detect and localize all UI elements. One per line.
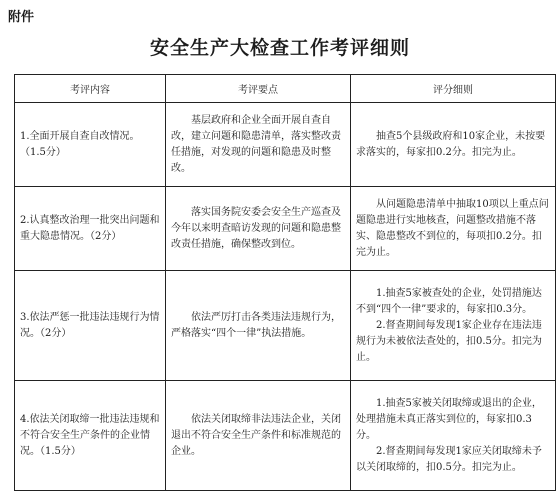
row-scoring-text: 1.抽查5家被关闭取缔或退出的企业，处理措施未真正落实到位的，每家扣0.3分。: [356, 397, 542, 441]
table-header-row: [15, 75, 556, 103]
table-row: [15, 187, 556, 271]
row-points-cell: [166, 103, 351, 187]
row-points-cell: [166, 187, 351, 271]
row-scoring-cell: [351, 103, 556, 187]
row-scoring-text: 抽查5个县级政府和10家企业，未按要求落实的，每家扣0.2分。扣完为止。: [356, 130, 546, 158]
row-points-text: 落实国务院安委会安全生产巡查及今年以来明查暗访发现的问题和隐患整改责任措施，确保整改到位。: [171, 206, 341, 250]
column-header-content: 考评内容: [15, 75, 166, 103]
row-scoring-text: 2.督查期间每发现1家应关闭取缔未予以关闭取缔的，扣0.5分。扣完为止。: [356, 445, 542, 473]
attachment-label: 附件: [8, 10, 35, 25]
row-content-cell: 2.认真整改治理一批突出问题和重大隐患情况。（2分）: [15, 187, 166, 271]
column-header-points: 考评要点: [166, 75, 351, 103]
row-scoring-cell: [351, 381, 556, 491]
row-content-cell: 4.依法关闭取缔一批违法违规和不符合安全生产条件的企业情况。（1.5分）: [15, 381, 166, 491]
table-row: [15, 103, 556, 187]
row-points-text: 依法严厉打击各类违法违规行为，严格落实“四个一律”执法措施。: [171, 311, 341, 339]
row-scoring-cell: [351, 187, 556, 271]
row-scoring-text: 从问题隐患清单中抽取10项以上重点问题隐患进行实地核查，问题整改措施不落实、隐患整改不到位的，每项扣0.2分。扣完为止。: [356, 198, 549, 258]
row-scoring-cell: [351, 271, 556, 381]
evaluation-table: [14, 74, 556, 491]
row-points-text: 依法关闭取缔非法违法企业，关闭退出不符合安全生产条件和标准规范的企业。: [171, 413, 341, 457]
table-row: [15, 381, 556, 491]
row-scoring-text: 1.抽查5家被查处的企业，处罚措施达不到“四个一律”要求的，每家扣0.3分。: [356, 287, 542, 315]
row-points-cell: [166, 381, 351, 491]
row-content-cell: 3.依法严惩一批违法违规行为情况。（2分）: [15, 271, 166, 381]
row-content-cell: 1.全面开展自查自改情况。（1.5分）: [15, 103, 166, 187]
row-points-cell: [166, 271, 351, 381]
document-title: 安全生产大检查工作考评细则: [149, 37, 410, 59]
column-header-scoring: 评分细则: [351, 75, 556, 103]
row-points-text: 基层政府和企业全面开展自查自改，建立问题和隐患清单，落实整改责任措施，对发现的问题和隐患及时整改。: [171, 114, 341, 174]
row-scoring-text: 2.督查期间每发现1家企业存在违法违规行为未被依法查处的，扣0.5分。扣完为止。: [356, 319, 542, 363]
table-row: [15, 271, 556, 381]
